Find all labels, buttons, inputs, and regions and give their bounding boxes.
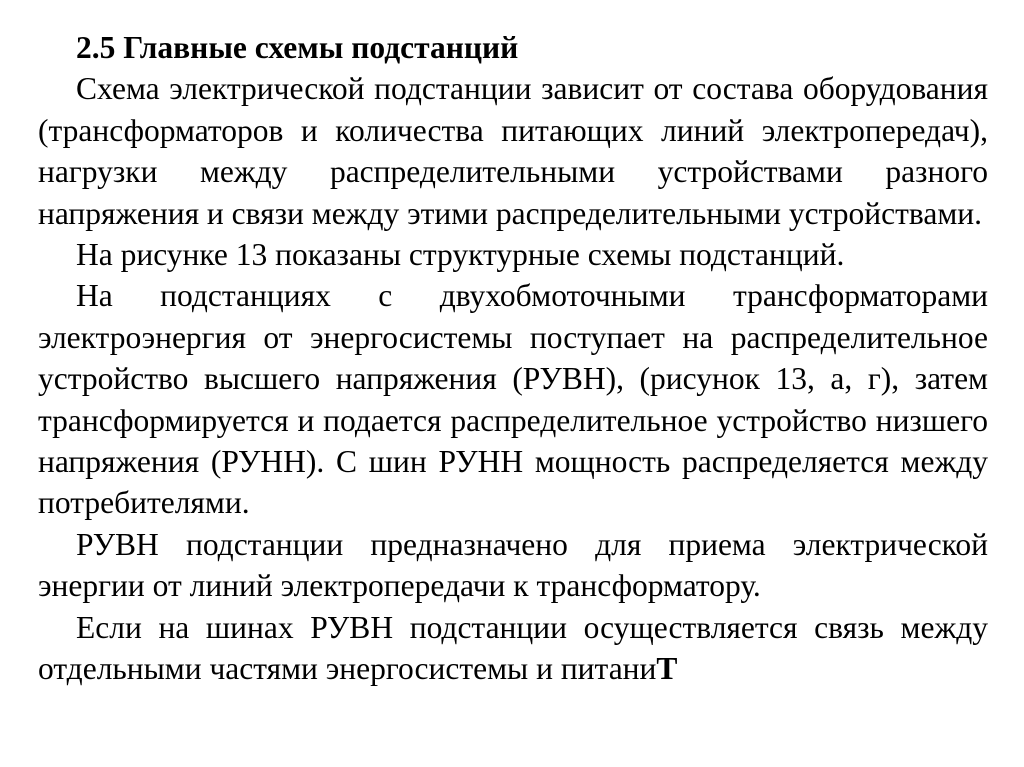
paragraph-ruvn-purpose: РУВН подстанции предназначено для приема электрической энергии от линий электропередачи к трансформатору. [38, 526, 988, 604]
paragraph-ruvn-bus-connection-text: Если на шинах РУВН подстанции осуществляется связь между отдельными частями энергосистемы и питани [38, 609, 988, 687]
paragraph-scheme-dependence: Схема электрической подстанции зависит от состава оборудования (трансформаторов и количества питающих линий электропередач), нагрузки между распределительными устройствами разного напряжения и связи между этими распределительными устройствами. [38, 71, 988, 231]
paragraph-truncated-tail: Т [656, 651, 678, 687]
document-page [38, 27, 988, 690]
paragraph-two-winding-transformers: На подстанциях с двухобмоточными трансформаторами электроэнергия от энергосистемы поступает на распределительное устройство высшего напряжения (РУВН), (рисунок 13, а, г), затем трансформируется и подается распределительное устройство низшего напряжения (РУНН). С шин РУНН мощность распределяется между потребителями. [38, 278, 988, 521]
paragraph-ruvn-bus-connection [38, 607, 988, 690]
section-heading: 2.5 Главные схемы подстанций [76, 30, 519, 65]
paragraph-figure-reference: На рисунке 13 показаны структурные схемы подстанций. [76, 237, 845, 273]
